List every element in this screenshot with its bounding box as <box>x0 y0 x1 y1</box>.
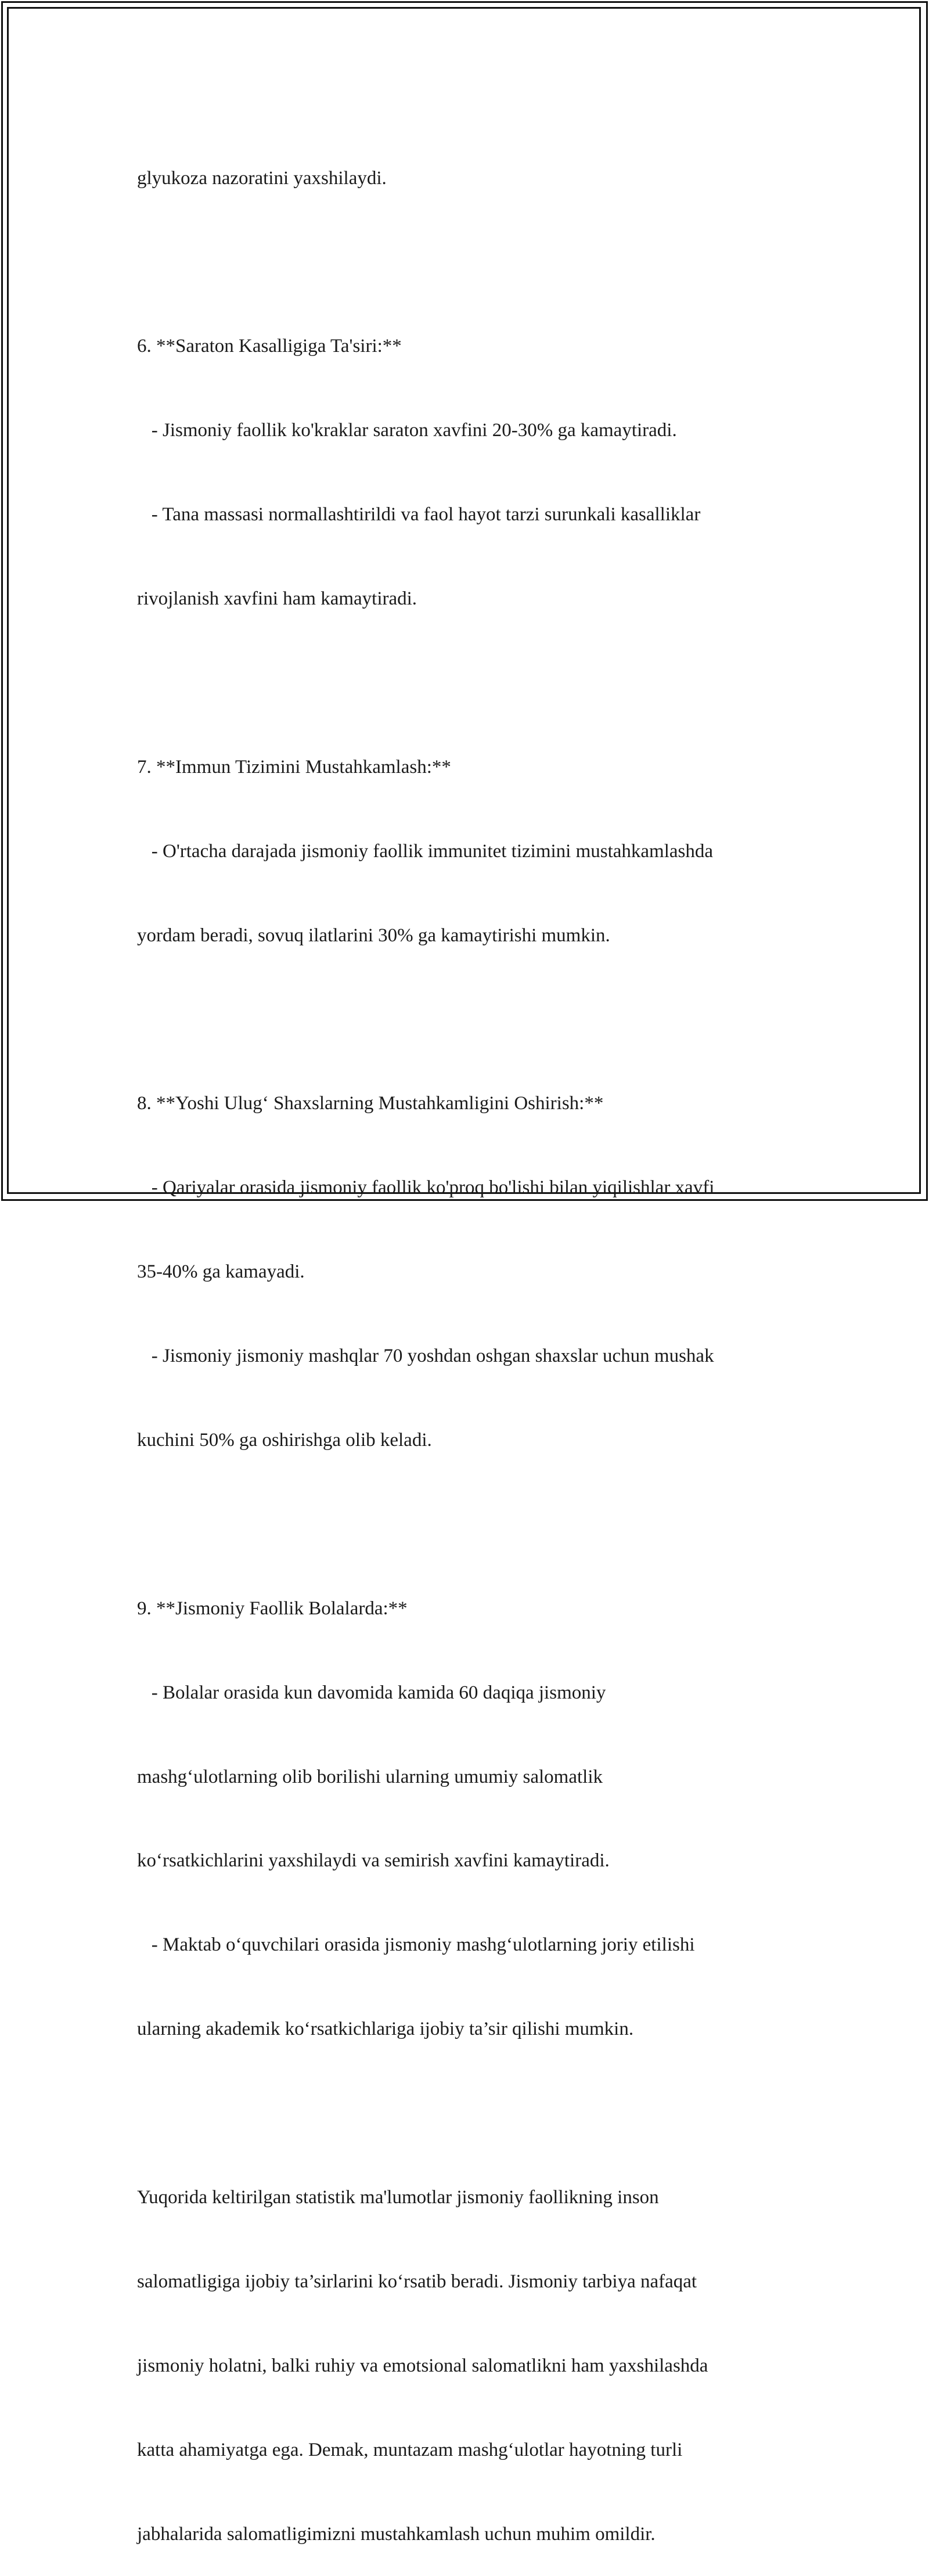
bullet-line: - Jismoniy jismoniy mashqlar 70 yoshdan oshgan shaxslar uchun mushak <box>137 1345 714 1367</box>
blank-line <box>137 248 787 276</box>
paragraph-line: jismoniy holatni, balki ruhiy va emotsional salomatlikni ham yaxshilashda <box>137 2355 708 2376</box>
document-body <box>137 108 787 2576</box>
bullet-line: - Maktab o‘quvchilari orasida jismoniy mashg‘ulotlarning joriy etilishi <box>137 1934 695 1956</box>
bullet-line: - Qariyalar orasida jismoniy faollik ko'proq bo'lishi bilan yiqilishlar xavfi <box>137 1177 715 1199</box>
text-line: ularning akademik ko‘rsatkichlariga ijobiy ta’sir qilishi mumkin. <box>137 2019 634 2040</box>
section-heading: 7. **Immun Tizimini Mustahkamlash:** <box>137 756 451 778</box>
paragraph-line: salomatligiga ijobiy ta’sirlarini ko‘rsatib beradi. Jismoniy tarbiya nafaqat <box>137 2271 697 2292</box>
bullet-line: - Tana massasi normallashtirildi va faol hayot tarzi surunkali kasalliklar <box>137 504 701 526</box>
bullet-line: - Bolalar orasida kun davomida kamida 60 daqiqa jismoniy <box>137 1682 606 1703</box>
paragraph-line: jabhalarida salomatligimizni mustahkamlash uchun muhim omildir. <box>137 2523 656 2545</box>
bullet-line: - O'rtacha darajada jismoniy faollik immunitet tizimini mustahkamlashda <box>137 840 714 862</box>
blank-line <box>137 669 787 697</box>
section-heading: 9. **Jismoniy Faollik Bolalarda:** <box>137 1598 408 1619</box>
text-line: kuchini 50% ga oshirishga olib keladi. <box>137 1429 432 1451</box>
text-line: 35-40% ga kamayadi. <box>137 1261 305 1283</box>
blank-line <box>137 1510 787 1538</box>
text-line: ko‘rsatkichlarini yaxshilaydi va semirish xavfini kamaytiradi. <box>137 1850 610 1872</box>
blank-line <box>137 2099 787 2127</box>
section-heading: 6. **Saraton Kasalligiga Ta'siri:** <box>137 336 402 357</box>
bullet-line: - Jismoniy faollik ko'kraklar saraton xavfini 20-30% ga kamaytiradi. <box>137 420 677 441</box>
text-line: yordam beradi, sovuq ilatlarini 30% ga kamaytirishi mumkin. <box>137 924 610 946</box>
section-heading: 8. **Yoshi Ulug‘ Shaxslarning Mustahkamligini Oshirish:** <box>137 1093 604 1114</box>
paragraph-line: katta ahamiyatga ega. Demak, muntazam mashg‘ulotlar hayotning turli <box>137 2439 683 2460</box>
blank-line <box>137 1006 787 1034</box>
paragraph-line: Yuqorida keltirilgan statistik ma'lumotlar jismoniy faollikning inson <box>137 2186 659 2208</box>
text-line: mashg‘ulotlarning olib borilishi ularning umumiy salomatlik <box>137 1766 603 1787</box>
text-line: glyukoza nazoratini yaxshilaydi. <box>137 167 387 189</box>
text-line: rivojlanish xavfini ham kamaytiradi. <box>137 588 417 610</box>
